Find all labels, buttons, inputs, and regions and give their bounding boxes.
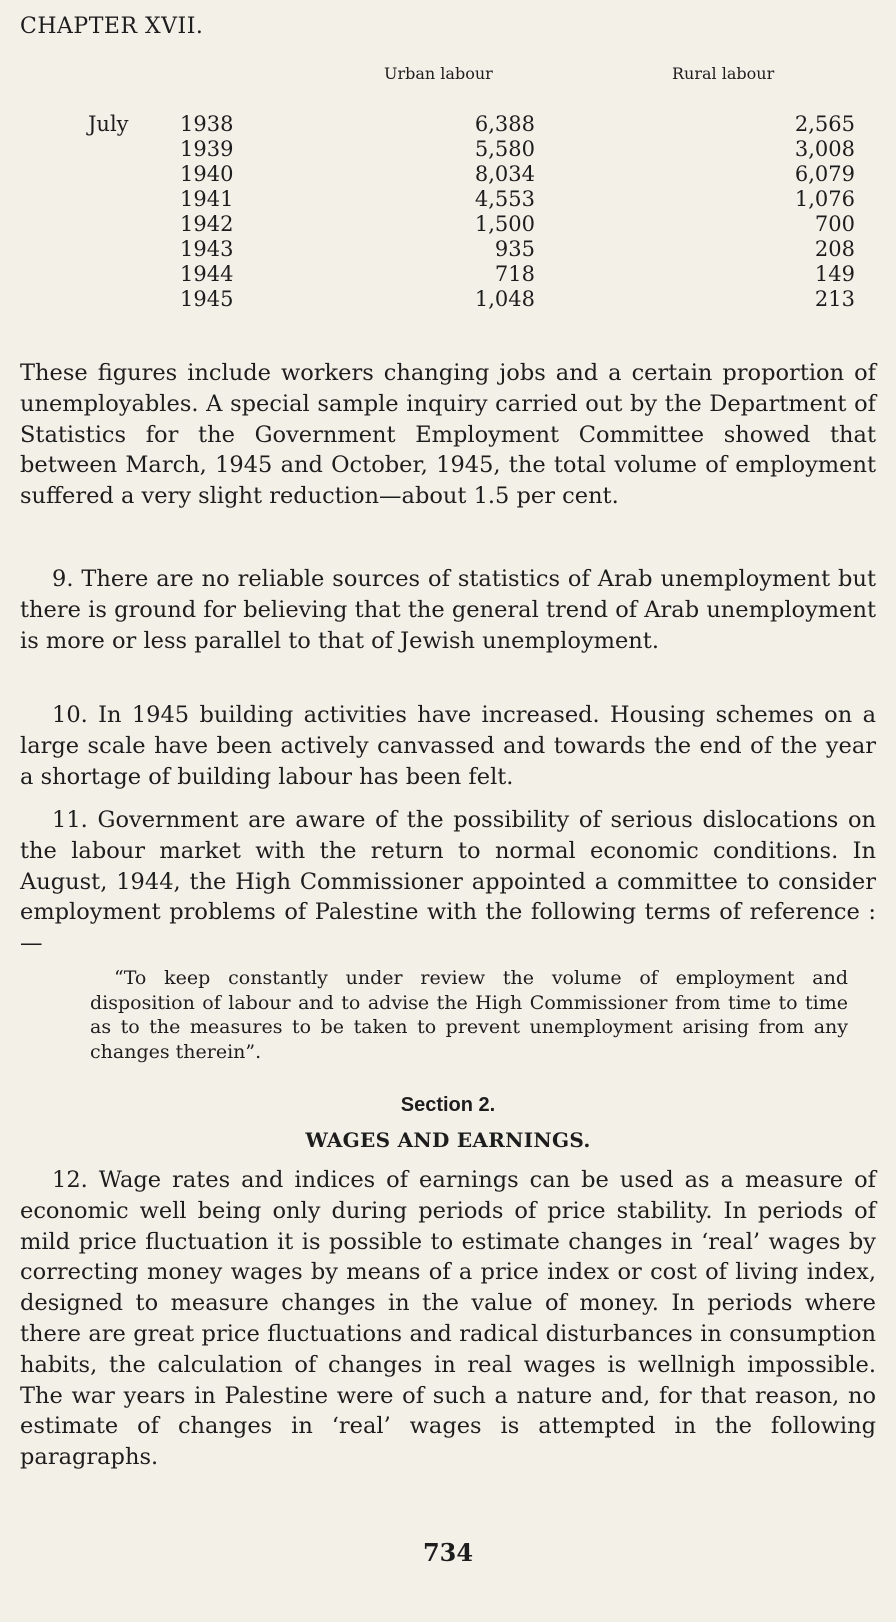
paragraph-figures-note: These figures include workers changing jobs and a certain proportion of unemployables. A special sample inquiry carried out by the Department of Statistics for the Government Employment Committee showed that between March, 1945 and October, 1945, the total volume of employment suffered a very slight reduction—about 1.5 per cent. xyxy=(20,360,876,510)
year-cell: 1938 xyxy=(180,112,234,136)
rural-cell: 3,008 xyxy=(794,137,855,161)
table-row xyxy=(88,262,855,287)
urban-cell: 935 xyxy=(494,237,535,261)
paragraph-11: 11. Government are aware of the possibility of serious dislocations on the labour market with the return to normal economic conditions. In August, 1944, the High Commissioner appointed a committee to consider employment problems of Palestine with the following terms of reference :— xyxy=(20,807,876,957)
urban-cell: 6,388 xyxy=(474,112,535,136)
year-cell: 1942 xyxy=(180,212,234,236)
paragraph-12: 12. Wage rates and indices of earnings can be used as a measure of economic well being only during periods of price stability. In periods of mild price fluctuation it is possible to estimate changes in ‘real’ wages by correcting money wages by means of a price index or cost of living index, designed to measure changes in the value of money. In periods where there are great price fluctuations and radical disturbances in consumption habits, the calculation of changes in real wages is wellnigh impossible. The war years in Palestine were of such a nature and, for that reason, no estimate of changes in ‘real’ wages is attempted in the following paragraphs. xyxy=(20,1167,876,1471)
table-row xyxy=(88,162,855,187)
urban-cell: 8,034 xyxy=(474,162,535,186)
rural-cell: 208 xyxy=(814,237,855,261)
urban-cell: 1,048 xyxy=(474,287,535,311)
urban-cell: 1,500 xyxy=(474,212,535,236)
column-header-rural: Rural labour xyxy=(672,64,775,83)
terms-of-reference-quote: “To keep constantly under review the volume of employment and disposition of labour and to advise the High Commissioner from time to time as to the measures to be taken to prevent unemployment arising from any changes therein”. xyxy=(90,967,848,1063)
table-row xyxy=(88,212,855,237)
year-cell: 1943 xyxy=(180,237,234,261)
unemployment-table xyxy=(88,112,855,312)
table-row xyxy=(88,112,855,137)
chapter-heading: CHAPTER XVII. xyxy=(20,14,204,39)
year-cell: 1945 xyxy=(180,287,234,311)
table-row xyxy=(88,237,855,262)
rural-cell: 2,565 xyxy=(794,112,855,136)
year-cell: 1941 xyxy=(180,187,234,211)
paragraph-10: 10. In 1945 building activities have increased. Housing schemes on a large scale have been actively canvassed and towards the end of the year a shortage of building labour has been felt. xyxy=(20,702,876,790)
urban-cell: 5,580 xyxy=(474,137,535,161)
rural-cell: 6,079 xyxy=(794,162,855,186)
table-row xyxy=(88,137,855,162)
rural-cell: 1,076 xyxy=(794,187,855,211)
year-cell: 1944 xyxy=(180,262,234,286)
page-number: 734 xyxy=(422,1538,474,1567)
year-cell: 1939 xyxy=(180,137,234,161)
year-cell: 1940 xyxy=(180,162,234,186)
rural-cell: 149 xyxy=(814,262,855,286)
table-row xyxy=(88,287,855,312)
urban-cell: 718 xyxy=(494,262,535,286)
table-row xyxy=(88,187,855,212)
column-header-urban: Urban labour xyxy=(384,64,493,83)
rural-cell: 213 xyxy=(814,287,855,311)
paragraph-9: 9. There are no reliable sources of statistics of Arab unemployment but there is ground for believing that the general trend of Arab unemployment is more or less parallel to that of Jewish unemployment. xyxy=(20,566,876,654)
month-cell: July xyxy=(88,112,129,136)
section-heading: Section 2. xyxy=(400,1094,496,1116)
rural-cell: 700 xyxy=(814,212,855,236)
urban-cell: 4,553 xyxy=(474,187,535,211)
section-title-wages: WAGES AND EARNINGS. xyxy=(305,1128,591,1152)
